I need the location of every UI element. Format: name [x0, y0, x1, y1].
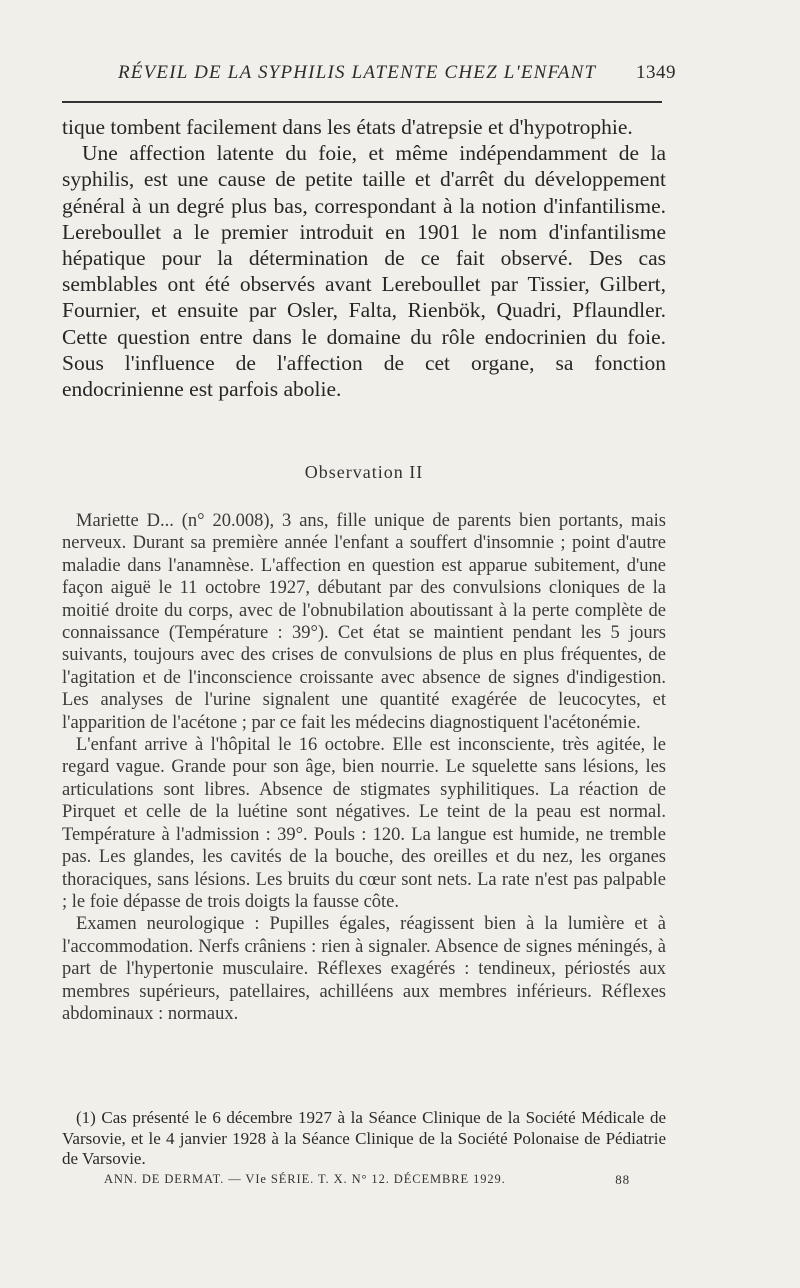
journal-footer: [104, 1172, 664, 1187]
sheet-number: 88: [615, 1172, 630, 1187]
observation-paragraph-history: Mariette D... (n° 20.008), 3 ans, fille unique de parents bien portants, mais nerveux. Durant sa première année l'enfant a souffert d'insomnie ; point d'autre maladie dans l'anamnèse. L'affection en question est apparue subitement, d'une façon aiguë le 11 octobre 1927, débutant par des convulsions cloniques de la moitié droite du corps, avec de l'obnubilation aboutissant à la perte complète de connaissance (Température : 39°). Cet état se maintient pendant les 5 jours suivants, toujours avec des crises de convulsions de plus en plus fréquentes, de l'agitation et de l'inconscience croissante avec absence de signes d'indigestion. Les analyses de l'urine signalent une quantité exagérée de leucocytes, et l'apparition de l'acétone ; par ce fait les médecins diagnostiquent l'acétonémie.: [62, 511, 666, 733]
observation-paragraph-admission: L'enfant arrive à l'hôpital le 16 octobre. Elle est inconsciente, très agitée, le regard vague. Grande pour son âge, bien nourrie. Le squelette sans lésions, les articulations sont libres. Absence de stigmates syphilitiques. La réaction de Pirquet et celle de la luétine sont négatives. Le teint de la peau est normal. Température à l'admission : 39°. Pouls : 120. La langue est humide, ne tremble pas. Les glandes, les cavités de la bouche, des oreilles et du nez, les organes thoraciques, sans lésions. Les bruits du cœur sont nets. La rate n'est pas palpable ; le foie dépasse de trois doigts la fausse côte.: [62, 735, 666, 912]
observation-paragraph-neuro: Examen neurologique : Pupilles égales, réagissent bien à la lumière et à l'accommodation. Nerfs crâniens : rien à signaler. Absence de signes méningés, à part de l'hypertonie musculaire. Réflexes exagérés : tendineux, périostés aux membres supérieurs, patellaires, achilléens aux membres inférieurs. Réflexes abdominaux : normaux.: [62, 914, 666, 1024]
footnote: [62, 1108, 666, 1170]
main-text: [62, 114, 666, 402]
footnote-text: (1) Cas présenté le 6 décembre 1927 à la Séance Clinique de la Société Médicale de Varsovie, et le 4 janvier 1928 à la Séance Clinique de la Société Polonaise de Pédiatrie de Varsovie.: [62, 1108, 666, 1169]
running-head-title: RÉVEIL DE LA SYPHILIS LATENTE CHEZ L'ENFANT: [118, 62, 597, 83]
header-rule: [62, 101, 662, 103]
page-number: 1349: [636, 62, 676, 83]
paragraph-continuation: tique tombent facilement dans les états d'atrepsie et d'hypotrophie.: [62, 115, 633, 139]
running-head: [118, 62, 676, 84]
paragraph-infantilisme: Une affection latente du foie, et même indépendamment de la syphilis, est une cause de petite taille et d'arrêt du développement général à un degré plus bas, correspondant à la notion d'infantilisme. Lereboullet a le premier introduit en 1901 le nom d'infantilisme hépatique pour la détermination de ce fait observé. Des cas semblables ont été observés avant Lereboullet par Tissier, Gilbert, Fournier, et ensuite par Osler, Falta, Rienbök, Quadri, Pflaundler. Cette question entre dans le domaine du rôle endocrinien du foie. Sous l'influence de l'affection de cet organe, sa fonction endocrinienne est parfois abolie.: [62, 141, 666, 402]
observation-heading: Observation II: [304, 462, 424, 482]
journal-citation: ANN. DE DERMAT. — VIe SÉRIE. T. X. N° 12. DÉCEMBRE 1929.: [104, 1172, 506, 1186]
observation-text: [62, 510, 666, 1025]
